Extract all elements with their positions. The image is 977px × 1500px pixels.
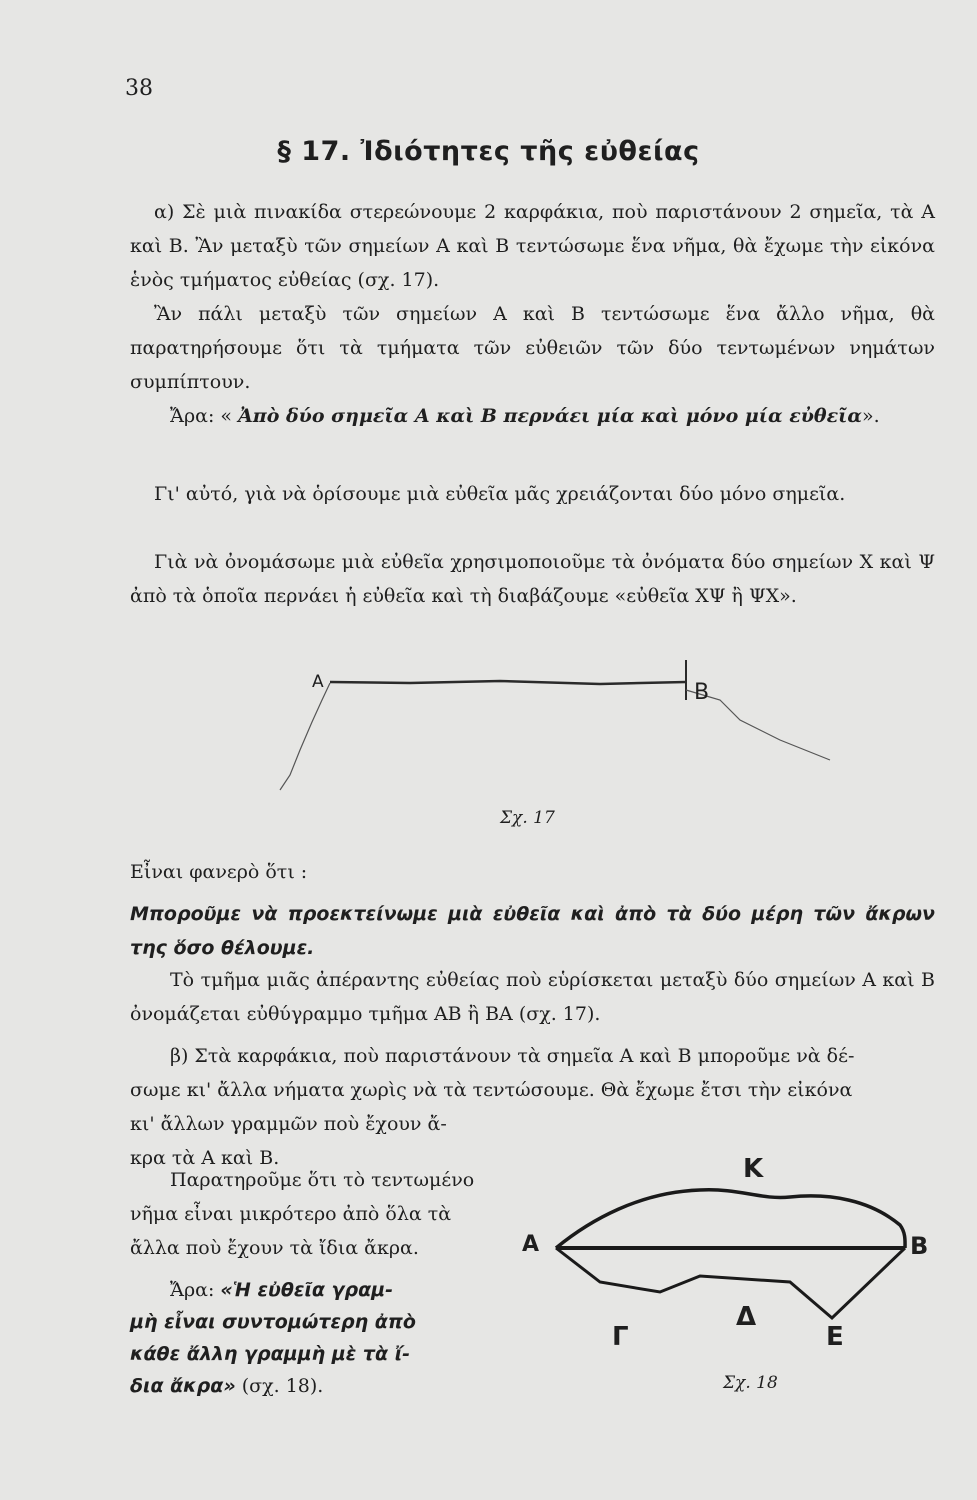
fig18-label-k: K <box>743 1154 764 1184</box>
conclusion-2-bold-2: μὴ εἶναι συντομώτερη ἀπὸ <box>130 1311 416 1333</box>
fig18-label-b: B <box>910 1232 929 1260</box>
fig17-label-a: A <box>312 672 324 692</box>
page-number: 38 <box>125 76 153 101</box>
conclusion-1-prefix: Ἄρα: « <box>170 405 233 427</box>
conclusion-2-bold-4: δια ἄκρα» <box>130 1375 236 1397</box>
fig18-label-a: A <box>522 1232 540 1257</box>
paragraph-a2: Ἂν πάλι μεταξὺ τῶν σημείων Α καὶ Β τεντώσωμε ἕνα ἄλλο νῆμα, θὰ παρατηρήσουμε ὅτι τὰ τμήματα τῶν εὐθειῶν τῶν δύο τεντωμένων νημάτων συμπίπτουν. <box>130 303 935 393</box>
paragraph-conclusion-1 <box>130 399 935 433</box>
fig17-label-b: B <box>694 680 710 705</box>
paragraph-b1-line1: β) Στὰ καρφάκια, ποὺ παριστάνουν τὰ σημεῖα Α καὶ Β μποροῦμε νὰ δέ- <box>170 1045 855 1067</box>
conclusion-1-bold: Ἀπὸ δύο σημεῖα Α καὶ Β περνάει μία καὶ μόνο μία εὐθεῖα <box>238 405 862 427</box>
conclusion-1-suffix: ». <box>861 405 880 427</box>
section-heading: § 17. Ἰδιότητες τῆς εὐθείας <box>277 136 700 167</box>
paragraph-observe-3: ἄλλα ποὺ ἔχουν τὰ ἴδια ἄκρα. <box>130 1237 419 1259</box>
conclusion-2-bold-1: «Ἡ εὐθεῖα γραμ- <box>220 1279 394 1301</box>
conclusion-2-prefix: Ἄρα: <box>170 1279 215 1301</box>
fig18-label-d: Δ <box>736 1302 757 1332</box>
paragraph-extend: Μποροῦμε νὰ προεκτείνωμε μιὰ εὐθεῖα καὶ ἀπὸ τὰ δύο μέρη τῶν ἄκρων της ὅσο θέλουμε. <box>130 903 935 959</box>
paragraph-b1-line3: κι' ἄλλων γραμμῶν ποὺ ἔχουν ἄ- <box>130 1113 447 1135</box>
paragraph-a3: Γι' αὐτό, γιὰ νὰ ὁρίσουμε μιὰ εὐθεῖα μᾶς χρειάζονται δύο μόνο σημεῖα. <box>154 483 846 505</box>
fig17-caption: Σχ. 17 <box>500 808 555 828</box>
paragraph-conclusion-2-line1 <box>170 1273 530 1307</box>
conclusion-2-suffix: (σχ. 18). <box>241 1375 324 1397</box>
paragraph-a4: Γιὰ νὰ ὀνομάσωμε μιὰ εὐθεῖα χρησιμοποιοῦμε τὰ ὀνόματα δύο σημείων Χ καὶ Ψ ἀπὸ τὰ ὁποῖα περνάει ἡ εὐθεῖα καὶ τὴ διαβάζουμε «εὐθεῖα ΧΨ ἢ ΨΧ». <box>130 551 935 607</box>
paragraph-segment: Τὸ τμῆμα μιᾶς ἀπέραντης εὐθείας ποὺ εὑρίσκεται μεταξὺ δύο σημείων Α καὶ Β ὀνομάζεται εὐθύγραμμο τμῆμα ΑΒ ἢ ΒΑ (σχ. 17). <box>130 969 935 1025</box>
paragraph-obvious: Εἶναι φανερὸ ὅτι : <box>130 861 308 883</box>
paragraph-conclusion-2-line4 <box>130 1369 530 1403</box>
paragraph-observe-1: Παρατηροῦμε ὅτι τὸ τεντωμένο <box>170 1169 475 1191</box>
paragraph-b1-line4: κρα τὰ Α καὶ Β. <box>130 1147 280 1169</box>
conclusion-2-bold-3: κάθε ἄλλη γραμμὴ μὲ τὰ ἴ- <box>130 1343 410 1365</box>
paragraph-observe-2: νῆμα εἶναι μικρότερο ἀπὸ ὅλα τὰ <box>130 1203 452 1225</box>
paragraph-a1: α) Σὲ μιὰ πινακίδα στερεώνουμε 2 καρφάκια, ποὺ παριστάνουν 2 σημεῖα, τὰ Α καὶ Β. Ἂν μεταξὺ τῶν σημείων Α καὶ Β τεντώσωμε ἕνα νῆμα, θὰ ἔχωμε τὴν εἰκόνα ἑνὸς τμήματος εὐθείας (σχ. 17). <box>130 201 935 291</box>
fig18-label-g: Γ <box>612 1322 629 1352</box>
paragraph-b1-line2: σωμε κι' ἄλλα νήματα χωρὶς νὰ τὰ τεντώσουμε. Θὰ ἔχωμε ἔτσι τὴν εἰκόνα <box>130 1079 853 1101</box>
fig18-label-e: E <box>826 1322 844 1352</box>
fig18-caption: Σχ. 18 <box>723 1373 778 1393</box>
